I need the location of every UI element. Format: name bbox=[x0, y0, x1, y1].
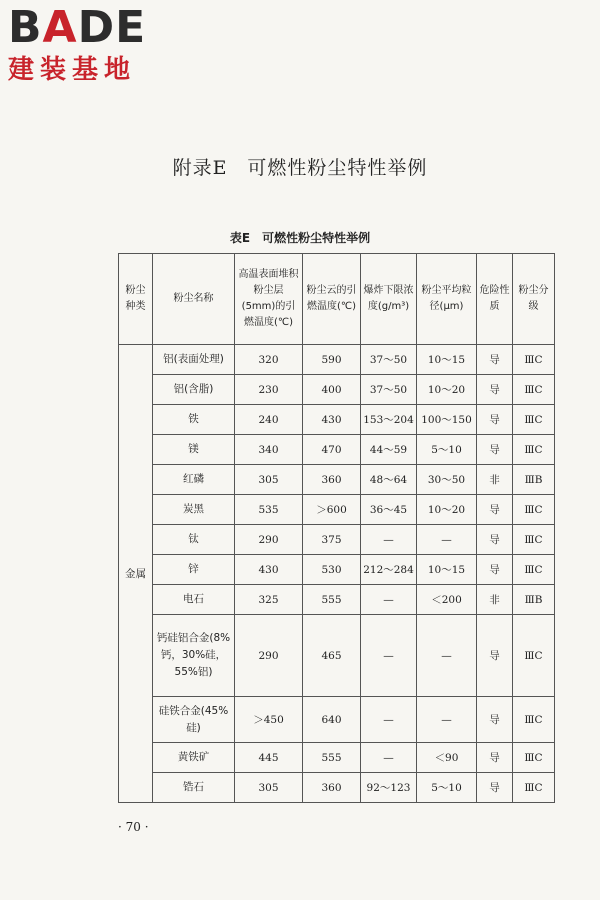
cell-hazard: 导 bbox=[477, 495, 513, 525]
cell-dust-name: 钛 bbox=[153, 525, 235, 555]
cell-particle-size: 10～20 bbox=[417, 495, 477, 525]
logo-subtitle: 建装基地 bbox=[8, 55, 137, 85]
table-row bbox=[119, 555, 555, 585]
appendix-heading: 附录E 可燃性粉尘特性举例 bbox=[172, 157, 428, 179]
table-row bbox=[119, 525, 555, 555]
cell-cloud-temp: 360 bbox=[303, 465, 361, 495]
cell-lower-limit: 44～59 bbox=[361, 435, 417, 465]
header-particle-size: 粉尘平均粒径(μm) bbox=[417, 254, 477, 345]
cell-cloud-temp: 470 bbox=[303, 435, 361, 465]
cell-grade: ⅢC bbox=[513, 697, 555, 743]
cell-lower-limit: — bbox=[361, 697, 417, 743]
cell-grade: ⅢC bbox=[513, 555, 555, 585]
cell-particle-size: — bbox=[417, 697, 477, 743]
cell-layer-temp: 325 bbox=[235, 585, 303, 615]
cell-particle-size: — bbox=[417, 525, 477, 555]
cell-grade: ⅢC bbox=[513, 345, 555, 375]
cell-layer-temp: 340 bbox=[235, 435, 303, 465]
cell-lower-limit: — bbox=[361, 743, 417, 773]
cell-lower-limit: 37～50 bbox=[361, 375, 417, 405]
cell-category: 金属 bbox=[119, 345, 153, 803]
cell-cloud-temp: 590 bbox=[303, 345, 361, 375]
cell-dust-name: 铝(表面处理) bbox=[153, 345, 235, 375]
table-row bbox=[119, 435, 555, 465]
cell-lower-limit: 212～284 bbox=[361, 555, 417, 585]
cell-dust-name: 锆石 bbox=[153, 773, 235, 803]
bade-logo bbox=[8, 4, 146, 86]
cell-layer-temp: 305 bbox=[235, 773, 303, 803]
cell-layer-temp: ＞450 bbox=[235, 697, 303, 743]
cell-particle-size: 5～10 bbox=[417, 435, 477, 465]
cell-dust-name: 硅铁合金(45%硅) bbox=[153, 697, 235, 743]
table-caption: 表E 可燃性粉尘特性举例 bbox=[229, 231, 371, 245]
cell-cloud-temp: 430 bbox=[303, 405, 361, 435]
cell-dust-name: 炭黑 bbox=[153, 495, 235, 525]
table-header-row bbox=[119, 254, 555, 345]
cell-particle-size: 5～10 bbox=[417, 773, 477, 803]
cell-layer-temp: 305 bbox=[235, 465, 303, 495]
logo-letters-de: DE bbox=[77, 2, 147, 53]
cell-cloud-temp: 555 bbox=[303, 585, 361, 615]
cell-dust-name: 红磷 bbox=[153, 465, 235, 495]
logo-letter-a: A bbox=[42, 2, 78, 53]
table-row bbox=[119, 585, 555, 615]
table-body bbox=[119, 345, 555, 803]
cell-particle-size: — bbox=[417, 615, 477, 697]
cell-hazard: 导 bbox=[477, 345, 513, 375]
header-layer-temp: 高温表面堆积粉尘层(5mm)的引燃温度(℃) bbox=[235, 254, 303, 345]
cell-hazard: 导 bbox=[477, 697, 513, 743]
cell-dust-name: 钙硅铝合金(8%钙，30%硅，55%铝) bbox=[153, 615, 235, 697]
cell-lower-limit: 153～204 bbox=[361, 405, 417, 435]
cell-hazard: 导 bbox=[477, 375, 513, 405]
table-row bbox=[119, 495, 555, 525]
cell-cloud-temp: 555 bbox=[303, 743, 361, 773]
cell-hazard: 导 bbox=[477, 405, 513, 435]
cell-particle-size: 10～20 bbox=[417, 375, 477, 405]
header-grade: 粉尘分级 bbox=[513, 254, 555, 345]
cell-cloud-temp: 360 bbox=[303, 773, 361, 803]
cell-grade: ⅢC bbox=[513, 525, 555, 555]
header-lower-limit: 爆炸下限浓度(g/m³) bbox=[361, 254, 417, 345]
table-row bbox=[119, 773, 555, 803]
cell-particle-size: 10～15 bbox=[417, 345, 477, 375]
table-row bbox=[119, 345, 555, 375]
cell-hazard: 导 bbox=[477, 773, 513, 803]
cell-layer-temp: 230 bbox=[235, 375, 303, 405]
cell-layer-temp: 445 bbox=[235, 743, 303, 773]
cell-layer-temp: 535 bbox=[235, 495, 303, 525]
cell-grade: ⅢC bbox=[513, 375, 555, 405]
cell-lower-limit: — bbox=[361, 615, 417, 697]
cell-particle-size: 30～50 bbox=[417, 465, 477, 495]
cell-particle-size: 10～15 bbox=[417, 555, 477, 585]
cell-cloud-temp: 375 bbox=[303, 525, 361, 555]
cell-hazard: 导 bbox=[477, 435, 513, 465]
cell-particle-size: ＜90 bbox=[417, 743, 477, 773]
table-row bbox=[119, 405, 555, 435]
cell-layer-temp: 320 bbox=[235, 345, 303, 375]
page-number: · 70 · bbox=[118, 820, 149, 834]
cell-lower-limit: 48～64 bbox=[361, 465, 417, 495]
header-category: 粉尘种类 bbox=[119, 254, 153, 345]
cell-layer-temp: 290 bbox=[235, 615, 303, 697]
header-hazard: 危险性质 bbox=[477, 254, 513, 345]
table-row bbox=[119, 615, 555, 697]
cell-dust-name: 铁 bbox=[153, 405, 235, 435]
cell-hazard: 导 bbox=[477, 555, 513, 585]
cell-grade: ⅢC bbox=[513, 435, 555, 465]
table-row bbox=[119, 697, 555, 743]
cell-lower-limit: 92～123 bbox=[361, 773, 417, 803]
cell-hazard: 非 bbox=[477, 585, 513, 615]
cell-cloud-temp: 530 bbox=[303, 555, 361, 585]
logo-wordmark bbox=[8, 4, 146, 52]
cell-grade: ⅢC bbox=[513, 743, 555, 773]
header-name: 粉尘名称 bbox=[153, 254, 235, 345]
cell-cloud-temp: ＞600 bbox=[303, 495, 361, 525]
cell-dust-name: 铝(含脂) bbox=[153, 375, 235, 405]
cell-grade: ⅢC bbox=[513, 495, 555, 525]
cell-hazard: 导 bbox=[477, 525, 513, 555]
cell-grade: ⅢC bbox=[513, 405, 555, 435]
cell-grade: ⅢC bbox=[513, 773, 555, 803]
cell-layer-temp: 430 bbox=[235, 555, 303, 585]
header-cloud-temp: 粉尘云的引燃温度(℃) bbox=[303, 254, 361, 345]
cell-particle-size: 100～150 bbox=[417, 405, 477, 435]
cell-lower-limit: 36～45 bbox=[361, 495, 417, 525]
cell-hazard: 导 bbox=[477, 743, 513, 773]
cell-grade: ⅢC bbox=[513, 615, 555, 697]
cell-particle-size: ＜200 bbox=[417, 585, 477, 615]
cell-lower-limit: — bbox=[361, 525, 417, 555]
cell-layer-temp: 290 bbox=[235, 525, 303, 555]
cell-cloud-temp: 400 bbox=[303, 375, 361, 405]
cell-dust-name: 电石 bbox=[153, 585, 235, 615]
cell-cloud-temp: 640 bbox=[303, 697, 361, 743]
dust-properties-table bbox=[118, 253, 555, 803]
table-row bbox=[119, 743, 555, 773]
table-row bbox=[119, 375, 555, 405]
logo-letter-b: B bbox=[8, 2, 43, 53]
cell-layer-temp: 240 bbox=[235, 405, 303, 435]
cell-grade: ⅢB bbox=[513, 465, 555, 495]
cell-lower-limit: 37～50 bbox=[361, 345, 417, 375]
table-row bbox=[119, 465, 555, 495]
cell-dust-name: 黄铁矿 bbox=[153, 743, 235, 773]
cell-lower-limit: — bbox=[361, 585, 417, 615]
cell-cloud-temp: 465 bbox=[303, 615, 361, 697]
cell-dust-name: 镁 bbox=[153, 435, 235, 465]
cell-dust-name: 锌 bbox=[153, 555, 235, 585]
cell-hazard: 非 bbox=[477, 465, 513, 495]
cell-grade: ⅢB bbox=[513, 585, 555, 615]
cell-hazard: 导 bbox=[477, 615, 513, 697]
